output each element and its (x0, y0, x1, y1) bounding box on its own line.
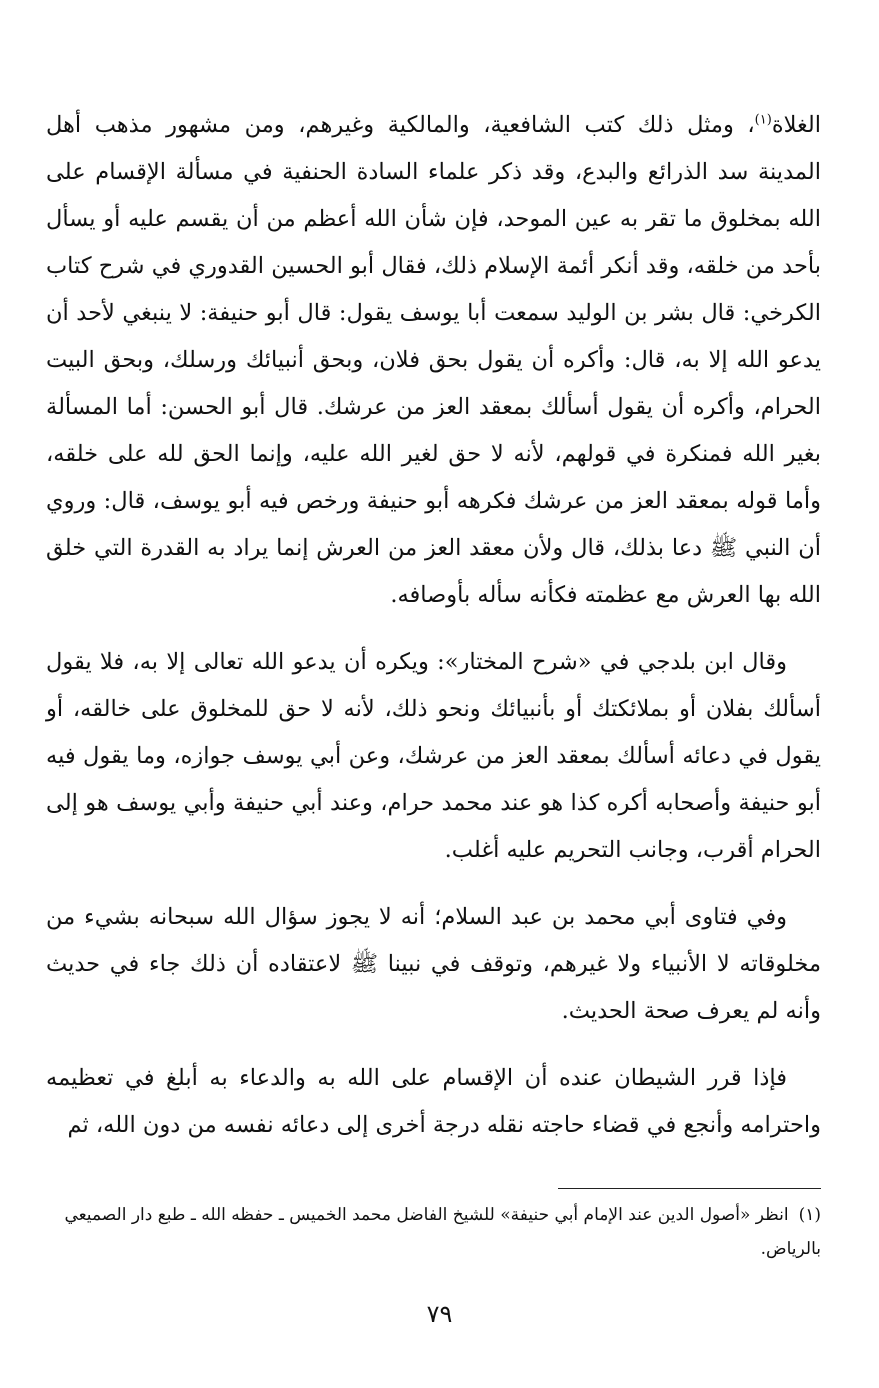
footnote-number: (١) (798, 1205, 821, 1225)
main-text (46, 102, 821, 1149)
paragraph-1-text: ، ومثل ذلك كتب الشافعية، والمالكية وغيرهم، ومن مشهور مذهب أهل المدينة سد الذرائع والبدع، وقد ذكر علماء السادة الحنفية في مسألة الإقسام على الله بمخلوق ما تقر به عين الموحد، فإن شأن الله أعظم من أن يقسم عليه أو يسأل بأحد من خلقه، وقد أنكر أئمة الإسلام ذلك، فقال أبو الحسين القدوري في شرح كتاب الكرخي: قال بشر بن الوليد سمعت أبا يوسف يقول: قال أبو حنيفة: لا ينبغي لأحد أن يدعو الله إلا به، قال: وأكره أن يقول بحق فلان، وبحق أنبيائك ورسلك، وبحق البيت الحرام، وأكره أن يقول أسألك بمعقد العز من عرشك. قال أبو الحسن: أما المسألة بغير الله فمنكرة في قولهم، لأنه لا حق لغير الله عليه، وإنما الحق لله على خلقه، وأما قوله بمعقد العز من عرشك فكرهه أبو حنيفة ورخص فيه أبو يوسف، قال: وروي أن النبي ﷺ دعا بذلك، قال ولأن معقد العز من العرش إنما يراد به القدرة التي خلق الله بها العرش مع عظمته فكأنه سأله بأوصافه. (46, 112, 821, 608)
paragraph-1 (46, 102, 821, 619)
page-number: ٧٩ (426, 1300, 453, 1328)
footnote-divider (558, 1188, 821, 1189)
paragraph-1-start: الغلاة (771, 112, 821, 138)
paragraph-4: فإذا قرر الشيطان عنده أن الإقسام على الله به والدعاء به أبلغ في تعظيمه واحترامه وأنجع في قضاء حاجته نقله درجة أخرى إلى دعائه نفسه من دون الله، ثم (46, 1065, 821, 1138)
paragraph-2: وقال ابن بلدجي في «شرح المختار»: ويكره أن يدعو الله تعالى إلا به، فلا يقول أسألك بفلان أو بملائكتك أو بأنبيائك ونحو ذلك، لأنه لا حق للمخلوق على خالقه، أو يقول في دعائه أسألك بمعقد العز من عرشك، وعن أبي يوسف جوازه، وما يقول فيه أبو حنيفة وأصحابه أكره كذا هو عند محمد حرام، وعند أبي حنيفة وأبي يوسف هو إلى الحرام أقرب، وجانب التحريم عليه أغلب. (46, 649, 821, 863)
paragraph-3: وفي فتاوى أبي محمد بن عبد السلام؛ أنه لا يجوز سؤال الله سبحانه بشيء من مخلوقاته لا الأنبياء ولا غيرهم، وتوقف في نبينا ﷺ لاعتقاده أن ذلك جاء في حديث وأنه لم يعرف صحة الحديث. (46, 904, 821, 1024)
footnote-text: انظر «أصول الدين عند الإمام أبي حنيفة» للشيخ الفاضل محمد الخميس ـ حفظه الله ـ طبع دار الصميعي بالرياض. (64, 1205, 821, 1259)
footnote (50, 1198, 821, 1266)
footnote-reference[interactable]: (١) (754, 112, 772, 128)
